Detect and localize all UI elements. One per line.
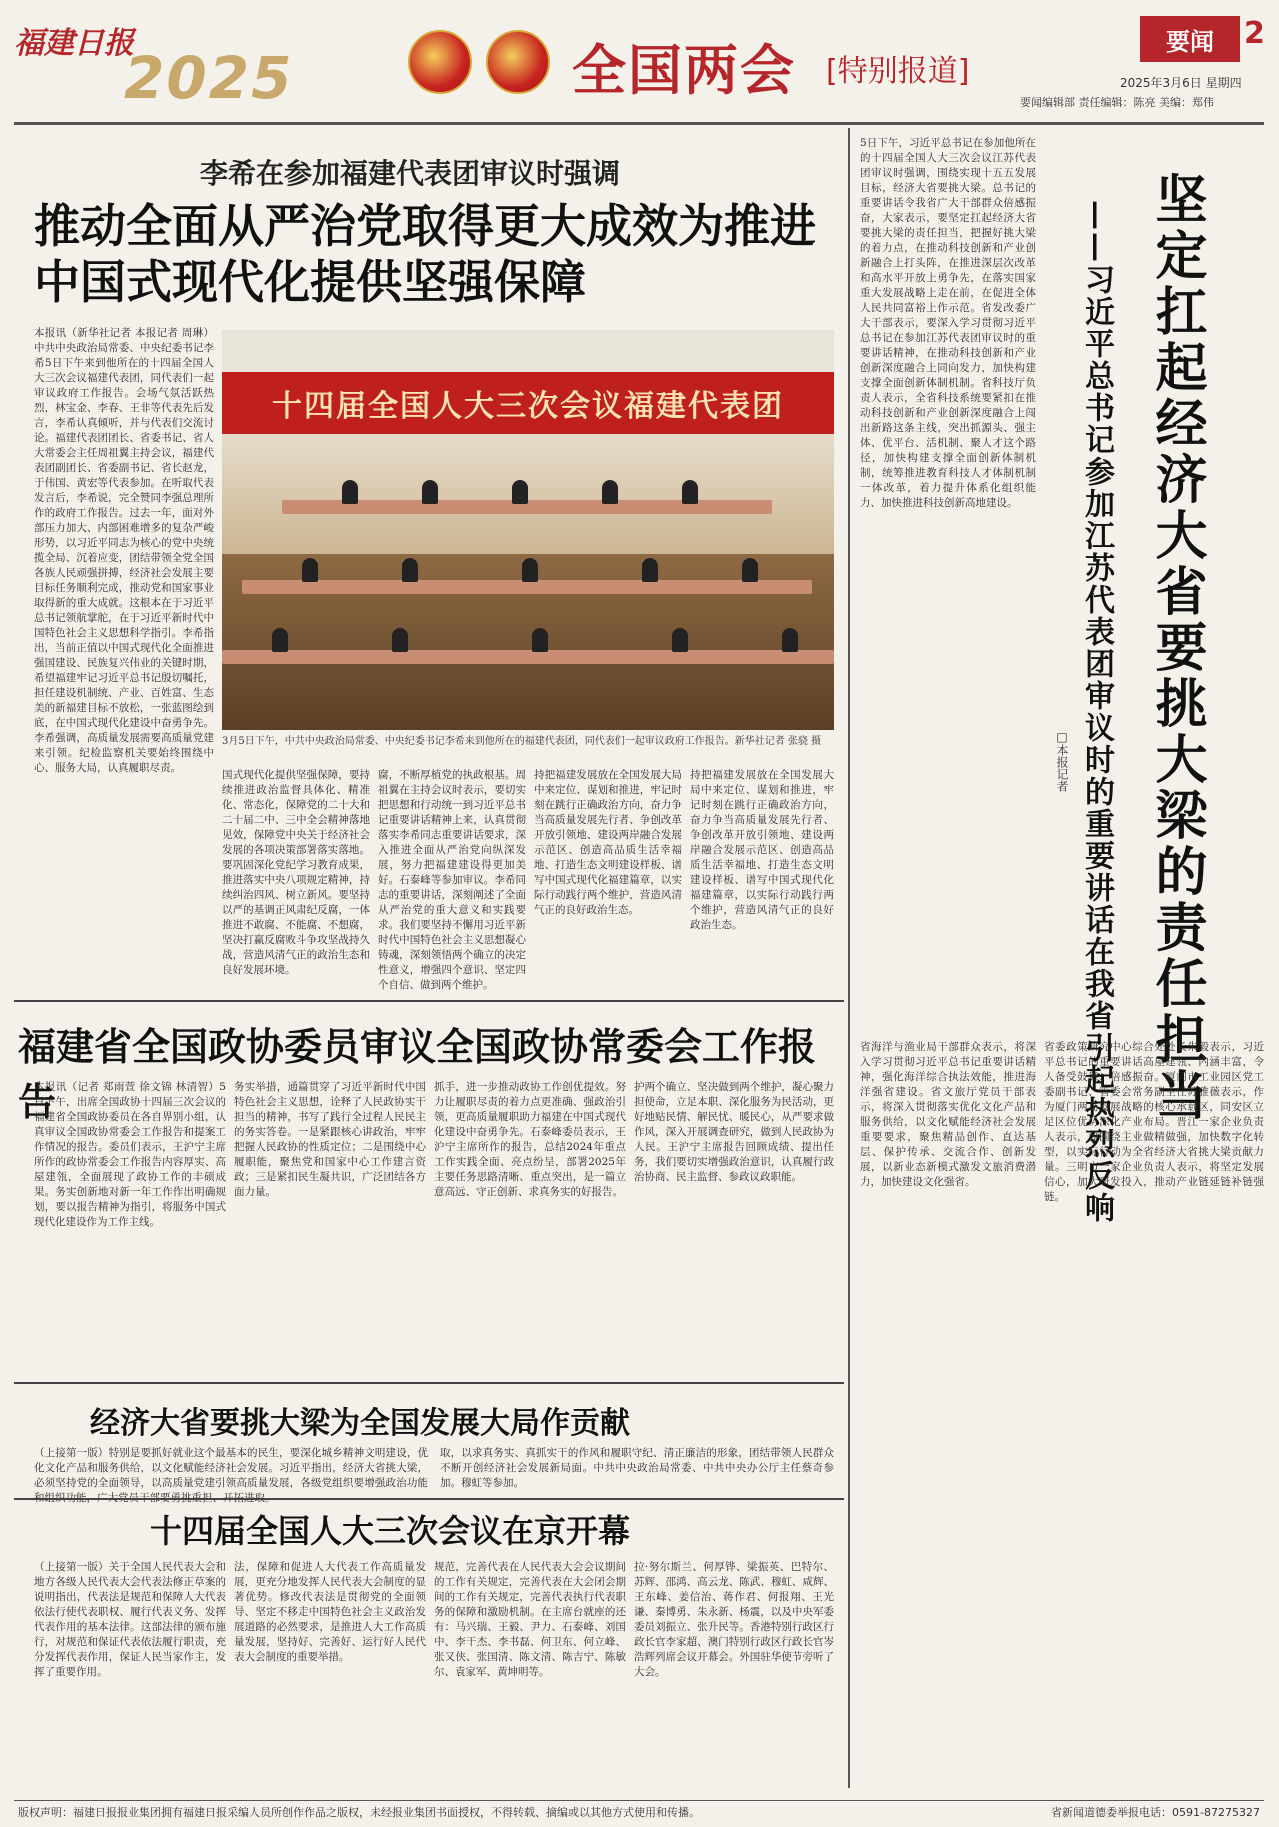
- section-title: 全国两会: [572, 38, 796, 102]
- page-number: 2: [1244, 16, 1265, 51]
- report-hotline: 省新闻道德委举报电话：0591-87275327: [1051, 1805, 1260, 1819]
- cppcc-emblem-icon: [486, 30, 550, 94]
- section-badge: 要闻: [1140, 16, 1240, 62]
- right-subheadline: ——习近平总书记参加江苏代表团审议时的重要讲话在我省引起热烈反响: [1079, 200, 1114, 1224]
- second-column-4: 护两个确立、坚决做到两个维护，凝心聚力担使命，立足本职、深化服务为民活动，更好地贴民情、解民忧、暖民心，从严要求做作风，深入开展调查研究，做到人民政协为人民。王沪宁主席报告回顾成绩、提出任务，我们要切实增强政治意识，认真履行政治协商、民主监督、参政议政职能。: [634, 1081, 834, 1183]
- masthead-divider: [14, 122, 1264, 125]
- right-byline: □本报记者: [1055, 730, 1069, 792]
- second-headline: 福建省全国政协委员审议全国政协常委会工作报告: [18, 1024, 817, 1124]
- section-divider: [14, 1382, 844, 1384]
- photo-banner: 十四届全国人大三次会议福建代表团: [222, 372, 834, 434]
- section-divider: [14, 1000, 844, 1002]
- third-column-2: 取，以求真务实、真抓实干的作风和履职守纪、清正廉洁的形象，团结带领人民群众不断开创经济社会发展新局面。中共中央政治局常委、中共中央办公厅主任蔡奇参加。穆虹等参加。: [440, 1447, 834, 1489]
- national-emblem-icon: [408, 30, 472, 94]
- right-body-1: 5日下午，习近平总书记在参加他所在的十四届全国人大三次会议江苏代表团审议时强调，围绕实现十五五发展目标，经济大省要挑大梁。总书记的重要讲话令我省广大干部群众倍感振奋，大家表示，要坚定扛起经济大省要挑大梁的责任担当，把握好挑大梁的着力点，在推动科技创新和产业创新融合上打头阵，在推进深层次改革和高水平开放上勇争先，在落实国家重大发展战略上走在前，在促进全体人民共同富裕上作示范。省发改委广大干部表示，要深入学习贯彻习近平总书记在参加江苏代表团审议时的重要讲话精神，在推动科技创新和产业创新深度融合上同向发力，加快构建支撑全面创新体制机制。省科技厅负责人表示，全省科技系统要紧扣在推动科技创新和产业创新深度融合上闯出新路这条主线，突出抓源头、强主体、优平台、活机制、聚人才这个路径，加快构建支撑全面创新体制机制，统筹推进教育科技人才体制机制一体改革，着力提升体系化组织能力、加快推进科技创新高地建设。: [860, 137, 1036, 509]
- second-column-2: 务实举措，通篇贯穿了习近平新时代中国特色社会主义思想，诠释了人民政协实干担当的精神，书写了践行全过程人民民主的务实答卷。一是紧跟核心讲政治，牢牢把握人民政协的性质定位；二是围绕中心履职能，聚焦党和国家中心工作建言资政；三是紧扣民生凝共识，广泛团结各方面力量。: [234, 1081, 426, 1198]
- fourth-column-2: 法，保障和促进人大代表工作高质量发展，更充分地发挥人民代表大会制度的显著优势。修改代表法是贯彻党的全面领导、坚定不移走中国特色社会主义政治发展道路的必然要求，是推进人大工作高质量发展，坚持好、完善好、运行好人民代表大会制度的重要举措。: [234, 1561, 426, 1663]
- editor-credits: 要闻编辑部 责任编辑：陈亮 美编：郑伟: [1020, 96, 1214, 109]
- fourth-column-1: （上接第一版）关于全国人民代表大会和地方各级人民代表大会代表法修正草案的说明指出，代表法是规范和保障人大代表依法行使代表职权、履行代表义务、发挥代表作用的基本法律。这部法律的颁布施行，对规范和保证代表依法履行职责，充分发挥代表作用，保证人民当家作主，发挥了重要作用。: [34, 1561, 226, 1678]
- newspaper-brand: 福建日报: [14, 26, 134, 61]
- special-report-label: [特别报道]: [826, 54, 970, 89]
- second-column-3: 抓手，进一步推动政协工作创优提效。努力让履职尽责的着力点更准确、强政治引领，更高质量履职助力福建在中国式现代化建设中奋勇争先。石泰峰委员表示，王沪宁主席所作的报告，总结2024年重点工作实践全面、亮点纷呈，部署2025年主要任务思路清晰、重点突出，是一篇立意高远、守正创新、求真务实的好报告。: [434, 1081, 626, 1198]
- masthead: [0, 0, 1279, 128]
- lead-photo: [222, 330, 834, 730]
- lead-headline: 推动全面从严治党取得更大成效为推进中国式现代化提供坚强保障: [34, 199, 816, 309]
- lead-column-1: 本报讯（新华社记者 本报记者 周琳）中共中央政治局常委、中央纪委书记李希5日下午来到他所在的十四届全国人大三次会议福建代表团，同代表们一起审议政府工作报告。会场气氛活跃热烈，林宝金、李春、王非等代表先后发言，李希认真倾听，并与代表们交流讨论。福建代表团团长、省委书记、省人大常委会主任周祖翼主持会议，福建代表团副团长、省委副书记、省长赵龙，于伟国、黄宏等代表参加。在听取代表发言后，李希说，完全赞同李强总理所作的政府工作报告。过去一年，面对外部压力加大、内部困难增多的复杂严峻形势，以习近平同志为核心的党中央统揽全局、沉着应变，团结带领全党全国各族人民顽强拼搏，经济社会发展主要目标任务顺利完成，推动党和国家事业取得新的重大成就。这根本在于习近平总书记领航掌舵，在于习近平新时代中国特色社会主义思想科学指引。李希指出，当前正值以中国式现代化全面推进强国建设、民族复兴伟业的关键时期，希望福建牢记习近平总书记殷切嘱托，担任建设机制统、产业、百姓富、生态美的新福建目标不放松，一张蓝图绘到底，在中国式现代化建设中奋勇争先。李希强调，高质量发展需要高质量党建来引领。纪检监察机关要始终围绕中心、服务大局，认真履职尽责。: [34, 327, 214, 774]
- photo-caption: 3月5日下午，中共中央政治局常委、中央纪委书记李希来到他所在的福建代表团，同代表们一起审议政府工作报告。新华社记者 张骁 摄: [222, 736, 822, 747]
- right-body-3: 省委政策研究中心综合处处长朱毅表示，习近平总书记的重要讲话高屋建瓴、内涵丰富，令人备受鼓舞、倍感振奋。厦门市工业园区党工委副书记、管委会常务副主任苏雅薇表示，作为厦门两岛发展战略的核心承载区，同安区立足区位优势深化产业布局。晋江一家企业负责人表示，要围绕主业做精做强，加快数字化转型，以实际行动为全省经济大省挑大梁贡献力量。三明市一家企业负责人表示，将坚定发展信心，加大研发投入，推动产业链延链补链强链。: [1044, 1041, 1264, 1203]
- lead-kicker: 李希在参加福建代表团审议时强调: [200, 157, 621, 190]
- lead-column-3: 腐，不断厚植党的执政根基。周祖翼在主持会议时表示，要切实把思想和行动统一到习近平总书记重要讲话精神上来，认真贯彻落实李希同志重要讲话要求，深入推进全面从严治党向纵深发展，努力把福建建设得更加美好。石泰峰等参加审议。李希同志的重要讲话，深刻阐述了全面从严治党的重大意义和实践要求。我们要坚持不懈用习近平新时代中国特色社会主义思想凝心铸魂，深刻领悟两个确立的决定性意义，增强四个意识、坚定四个自信、做到两个维护。: [378, 769, 526, 991]
- lead-column-4: 持把福建发展放在全国发展大局中来定位、谋划和推进，牢记时刻在跳行正确政治方向，奋力争当高质量发展先行者、争创改革开放引领地、建设两岸融合发展示范区、创造高品质生活幸福地、打造生态文明建设样板、谱写中国式现代化福建篇章，以实际行动践行两个维护，营造风清气正的良好政治生态。: [534, 769, 682, 916]
- fourth-headline: 十四届全国人大三次会议在京开幕: [150, 1512, 631, 1550]
- section-divider: [14, 1498, 844, 1500]
- right-body-2: 省海洋与渔业局干部群众表示，将深入学习贯彻习近平总书记重要讲话精神，强化海洋综合执法效能，推进海洋强省建设。省文旅厅党员干部表示，将深入贯彻落实优化文化产品和服务供给，以文化赋能经济社会发展重要要求，聚焦精品创作、直达基层、保护传承、交流合作、创新发展，以新业态新模式激发文旅消费潜力，加快建设文化强省。: [860, 1041, 1036, 1188]
- fourth-column-4: 拉·努尔斯兰、何厚铧、梁振英、巴特尔、苏辉、邵鸿、高云龙、陈武、穆虹、咸辉、王东峰、姜信治、蒋作君、何报翔、王光谦、秦博勇、朱永新、杨震，以及中央军委委员刘振立、张升民等。香港特别行政区行政长官李家超、澳门特别行政区行政长官岑浩辉列席会议开幕会。外国驻华使节旁听了大会。: [634, 1561, 834, 1678]
- right-headline: 坚定扛起经济大省要挑大梁的责任担当: [1146, 172, 1207, 1124]
- third-headline: 经济大省要挑大梁为全国发展大局作贡献: [90, 1406, 630, 1441]
- copyright-notice: 版权声明：福建日报报业集团拥有福建日报采编人员所创作作品之版权，未经报业集团书面授权，不得转载、摘编或以其他方式使用和传播。: [18, 1805, 700, 1819]
- third-column-1: （上接第一版）特别是要抓好就业这个最基本的民生，要深化城乡精神文明建设，优化文化产品和服务供给，以文化赋能经济社会发展。习近平指出，经济大省挑大梁，必须坚持党的全面领导，以高质量党建引领高质量发展，各级党组织要增强政治功能: [34, 1447, 428, 1489]
- fourth-column-3: 规范，完善代表在人民代表大会会议期间的工作有关规定，完善代表在大会闭会期间的工作有关规定，完善代表执行代表职务的保障和激励机制。在主席台就座的还有：马兴瑞、王毅、尹力、石泰峰、刘国中、李干杰、李书磊、何卫东、何立峰、张又侠、张国清、陈文清、陈吉宁、陈敏尔、袁家军、黄坤明等。: [434, 1561, 626, 1678]
- page-footer: [14, 1800, 1264, 1822]
- column-divider: [848, 128, 850, 1788]
- lead-column-2: 国式现代化提供坚强保障，要持续推进政治监督具体化、精准化、常态化，保障党的二十大和二十届二中、三中全会精神落地见效，保障党中央关于经济社会发展的各项决策部署落实落地。要巩固深化党纪学习教育成果，推进落实中央八项规定精神，持续纠治四风、树立新风。要坚持以严的基调正风肃纪反腐，一体推进不敢腐、不能腐、不想腐，坚决打赢反腐败斗争攻坚战持久战，营造风清气正的政治生态和良好发展环境。: [222, 769, 370, 976]
- second-column-1: 本报讯（记者 郑雨萱 徐文锦 林清智）5日下午，出席全国政协十四届三次会议的福建省全国政协委员在各自界别小组，认真审议全国政协常委会工作报告和提案工作情况的报告。委员们表示，王沪宁主席所作的政协常委会工作报告内容厚实、高屋建瓴，全面展现了政协工作的丰硕成果。务实创新地对新一年工作作出明确规划，要以报告精神为指引，将服务中国式现代化建设作为工作主线。: [34, 1081, 226, 1228]
- issue-date: 2025年3月6日 星期四: [1120, 76, 1242, 90]
- lead-column-5: 持把福建发展放在全国发展大局中来定位、谋划和推进，牢记时刻在跳行正确政治方向，奋力争当高质量发展先行者、争创改革开放引领地、建设两岸融合发展示范区、创造高品质生活幸福地、打造生态文明建设样板、谱写中国式现代化福建篇章，以实际行动践行两个维护，营造风清气正的良好政治生态。: [690, 769, 834, 931]
- year-banner: 2025: [124, 44, 294, 112]
